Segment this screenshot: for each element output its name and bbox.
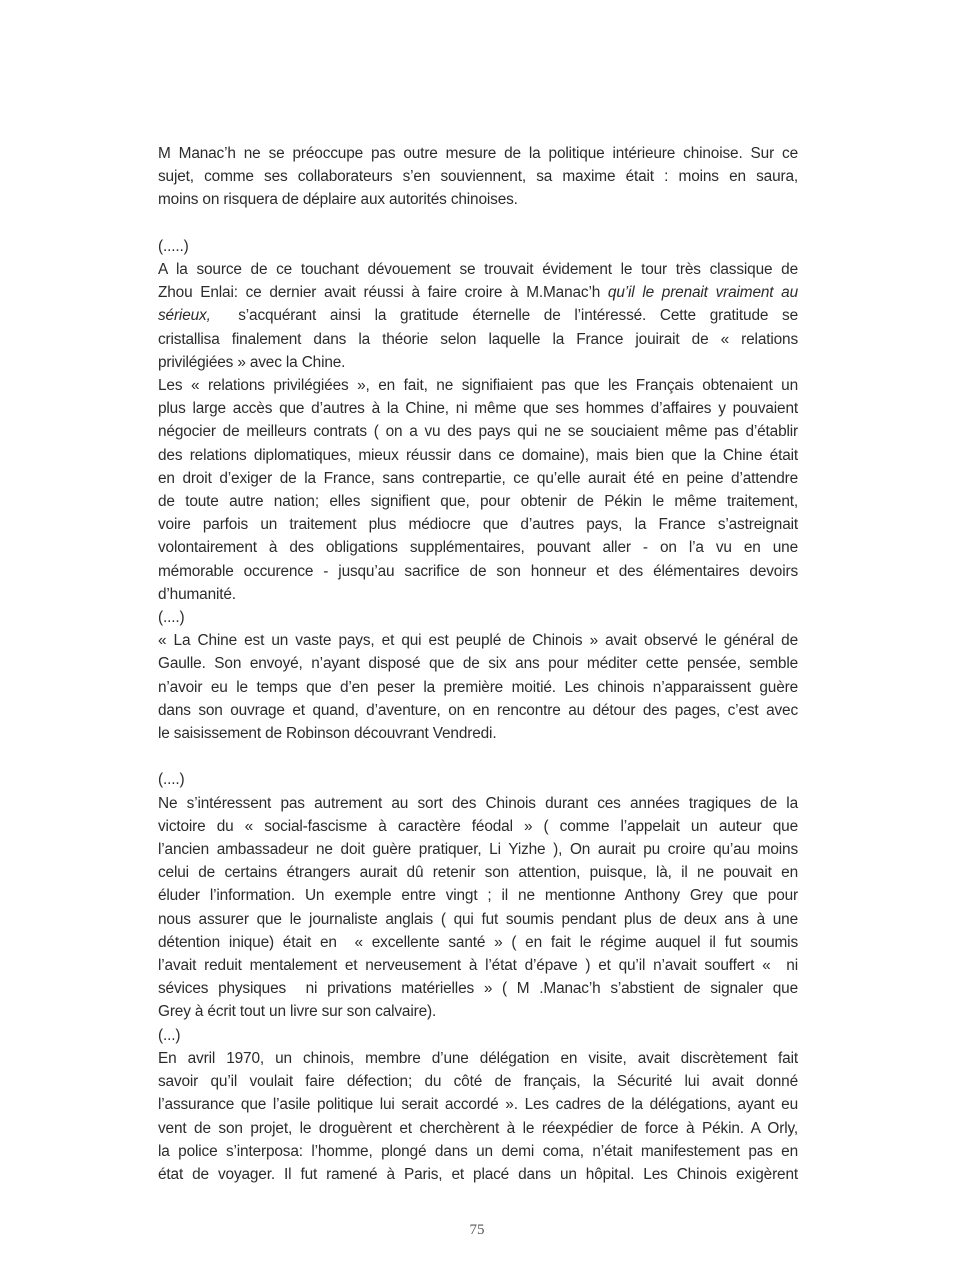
page-body <box>158 142 798 1186</box>
text-line: l’avait reduit mentalement et nerveusement à l’état d’épave ) et qu’il n’avait souffert « ni <box>158 957 798 975</box>
text-fragment: s’acquérant ainsi la gratitude éternelle de l’intéressé. Cette gratitude se <box>210 307 798 325</box>
text-line: « La Chine est un vaste pays, et qui est peuplé de Chinois » avait observé le général de <box>158 632 798 650</box>
text-line: celui de certains étrangers aurait dû retenir son attention, puisque, là, il ne pouvait en <box>158 864 798 882</box>
text-line: Ne s’intéressent pas autrement au sort des Chinois durant ces années tragiques de la <box>158 794 798 812</box>
text-line: M Manac’h ne se préoccupe pas outre mesure de la politique intérieure chinoise. Sur ce <box>158 145 798 162</box>
text-line: le saisissement de Robinson découvrant Vendredi. <box>158 725 497 743</box>
text-line: cristallisa finalement dans la théorie selon laquelle la France jouirait de « relations <box>158 330 798 348</box>
text-line: volontairement à des obligations supplémentaires, pouvant aller - on l’a vu en une <box>158 539 798 557</box>
italic-quote: qu’il le prenait vraiment au <box>607 284 798 302</box>
text-line: des relations diplomatiques, mieux réussir dans ce domaine), mais bien que la Chine était <box>158 446 798 464</box>
text-line: moins on risquera de déplaire aux autorités chinoises. <box>158 191 518 209</box>
text-line: Gaulle. Son envoyé, n’ayant disposé que de six ans pour méditer cette pensée, semble <box>158 655 798 673</box>
text-line: sévices physiques ni privations matérielles » ( M .Manac’h s’abstient de signaler que <box>158 980 798 998</box>
ellipsis-marker: (....) <box>158 771 185 789</box>
text-line: état de voyager. Il fut ramené à Paris, et placé dans un hôpital. Les Chinois exigèrent <box>158 1165 798 1183</box>
paragraph-gap <box>158 212 798 235</box>
ellipsis-marker: (....) <box>158 609 185 627</box>
text-line <box>158 281 798 304</box>
text-line: en droit d’exiger de la France, sans contrepartie, ce qu’elle aurait été en peine d’attendre <box>158 469 798 487</box>
text-line: n’avoir eu le temps que d’en peser la première moitié. Les chinois n’apparaissent guère <box>158 678 798 696</box>
text-fragment: Zhou Enlai: ce dernier avait réussi à faire croire à M.Manac’h <box>158 284 608 302</box>
text-line: de toute autre nation; elles signifient que, pour obtenir de Pékin le même traitement, <box>158 493 798 511</box>
text-line: l’ancien ambassadeur ne doit guère pratiquer, Li Yizhe ), On aurait pu croire qu’au moins <box>158 841 798 859</box>
text-line: sujet, comme ses collaborateurs s’en souviennent, sa maxime était : moins en saura, <box>158 168 798 186</box>
text-line: la police s’interposa: l’homme, plongé dans un demi coma, n’était manifestement pas en <box>158 1142 798 1160</box>
text-line: mémorable occurence - jusqu’au sacrifice de son honneur et des élémentaires devoirs <box>158 562 798 580</box>
text-line: A la source de ce touchant dévouement se trouvait évidement le tour très classique de <box>158 261 798 278</box>
text-line: dans son ouvrage et quand, d’aventure, on en rencontre au détour des pages, c’est avec <box>158 701 798 719</box>
text-line: En avril 1970, un chinois, membre d’une délégation en visite, avait discrètement fait <box>158 1049 798 1067</box>
text-line: nous assurer que le journaliste anglais ( qui fut soumis pendant plus de deux ans à une <box>158 910 798 928</box>
italic-quote-end: sérieux, <box>158 307 211 325</box>
paragraph-1 <box>158 142 798 212</box>
ellipsis-marker: (.....) <box>158 237 189 255</box>
text-line: éluder l’information. Un exemple entre vingt ; il ne mentionne Anthony Grey que pour <box>158 887 798 905</box>
text-line: Grey à écrit tout un livre sur son calvaire). <box>158 1003 437 1021</box>
text-line: d’humanité. <box>158 585 236 603</box>
text-line <box>158 304 798 327</box>
text-line: détention inique) était en « excellente santé » ( en fait le régime auquel il fut soumis <box>158 933 798 951</box>
text-line: l’assurance que l’asile politique lui serait accordé ». Les cadres de la délégations, ayant eu <box>158 1096 798 1114</box>
ellipsis-marker: (...) <box>158 1026 181 1044</box>
text-line: privilégiées » avec la Chine. <box>158 353 346 371</box>
paragraph-2 <box>158 235 798 745</box>
text-line: voire parfois un traitement plus médiocre que d’autres pays, la France s’astreignait <box>158 516 798 534</box>
text-line: négocier de meilleurs contrats ( on a vu des pays qui ne se souciaient même pas d’établir <box>158 423 798 441</box>
text-line: vent de son projet, le droguèrent et cherchèrent à le réexpédier de force à Pékin. A Orly, <box>158 1119 798 1137</box>
text-line: victoire du « social-fascisme à caractère féodal » ( comme l’appelait un auteur que <box>158 817 798 835</box>
paragraph-3 <box>158 768 798 1186</box>
text-line: Les « relations privilégiées », en fait, ne signifiaient pas que les Français obtenaient un <box>158 377 798 395</box>
text-line: savoir qu’il voulait faire défection; du côté de français, la Sécurité lui avait donné <box>158 1073 798 1091</box>
page-number: 75 <box>469 1222 485 1238</box>
paragraph-gap <box>158 745 798 768</box>
text-line: plus large accès que d’autres à la Chine, ni même que ses hommes d’affaires y pouvaient <box>158 400 798 418</box>
